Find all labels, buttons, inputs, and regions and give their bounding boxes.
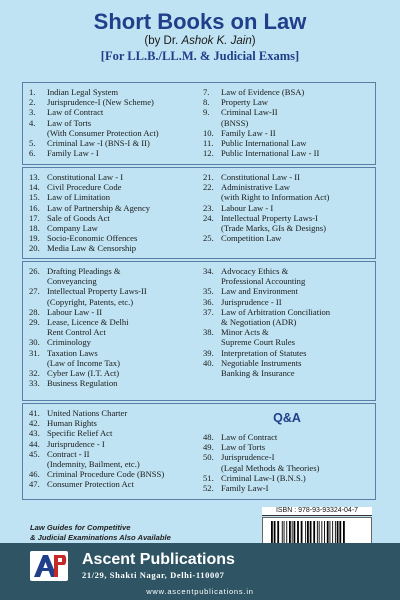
item-number: 44. (29, 438, 40, 449)
list-item (29, 459, 197, 469)
list-item (29, 286, 197, 296)
item-number: 21. (203, 172, 214, 182)
list-item (203, 483, 371, 493)
publisher-footer (0, 543, 400, 600)
item-title: (Legal Methods & Theories) (221, 462, 320, 473)
item-title: Drafting Pleadings & (47, 266, 121, 276)
item-number: 40. (203, 357, 214, 368)
item-number: 4. (29, 117, 36, 128)
list-item (29, 203, 197, 213)
item-number: 37. (203, 306, 214, 317)
item-number: 11. (203, 138, 214, 149)
isbn-label: ISBN : 978-93-93324-04-7 (262, 507, 372, 516)
list-item (29, 128, 197, 138)
list-item (203, 358, 371, 368)
item-title: Jurisprudence-I (New Scheme) (47, 97, 154, 108)
item-number (203, 337, 221, 347)
publisher-logo-icon (30, 551, 68, 581)
item-title: Supreme Court Rules (221, 337, 295, 348)
item-number: 35. (203, 286, 214, 297)
list-item (29, 378, 197, 388)
list-item (203, 266, 371, 276)
item-number: 41. (29, 408, 40, 418)
list-item (203, 148, 371, 158)
item-title: Constitutional Law - II (221, 172, 301, 182)
item-title: Taxation Laws (47, 347, 98, 358)
item-number: 47. (29, 479, 40, 490)
item-title: Indian Legal System (47, 87, 119, 97)
list-item (203, 172, 371, 182)
publisher-website[interactable]: www.ascentpublications.in (146, 587, 254, 596)
list-item (203, 286, 371, 296)
item-number: 48. (203, 432, 214, 442)
item-number: 12. (203, 148, 214, 159)
item-title: Family Law - II (221, 127, 276, 138)
list-item (29, 243, 197, 253)
item-title: Family Law-I (221, 483, 269, 494)
item-title: (Trade Marks, GIs & Designs) (221, 223, 326, 234)
item-number: 52. (203, 483, 214, 494)
item-number: 34. (203, 266, 214, 276)
item-number: 18. (29, 223, 40, 234)
item-number: 13. (29, 172, 40, 182)
item-title: Jurisprudence - I (47, 438, 105, 449)
item-title: Rent Control Act (47, 327, 106, 338)
list-item (29, 337, 197, 347)
exam-tag: [For LL.B./LL.M. & Judicial Exams] (100, 49, 300, 63)
item-number: 9. (203, 107, 210, 118)
item-number: 20. (29, 243, 40, 254)
item-number: 31. (29, 347, 40, 358)
item-title: Jurisprudence - II (221, 296, 282, 307)
item-title: Negotiable Instruments (221, 357, 302, 368)
list-item (29, 469, 197, 479)
item-number: 33. (29, 378, 40, 389)
item-title: Competition Law (221, 233, 282, 244)
list-item (29, 348, 197, 358)
item-title: (With Consumer Protection Act) (47, 127, 159, 138)
book-list-column-right (197, 266, 371, 388)
item-title: Conveyancing (47, 276, 97, 287)
item-title: Criminology (47, 337, 91, 348)
item-number: 5. (29, 138, 36, 149)
item-title: Law of Evidence (BSA) (221, 87, 305, 97)
list-item (29, 266, 197, 276)
list-item (29, 233, 197, 243)
book-list-column-left (29, 172, 197, 254)
item-number: 27. (29, 286, 40, 297)
list-item (203, 337, 371, 347)
list-item (203, 118, 371, 128)
item-title: (with Right to Information Act) (221, 192, 330, 203)
item-title: Law of Arbitration Conciliation (221, 306, 331, 317)
list-item (29, 276, 197, 286)
list-item (29, 223, 197, 233)
item-title: Criminal Law-I (B.N.S.) (221, 472, 306, 483)
item-number (29, 358, 47, 368)
book-list-column-left (29, 87, 197, 158)
item-number: 3. (29, 107, 36, 118)
item-number: 42. (29, 418, 40, 429)
list-item (203, 307, 371, 317)
item-number: 43. (29, 428, 40, 439)
item-number: 19. (29, 233, 40, 244)
book-header (0, 0, 400, 64)
list-item (29, 213, 197, 223)
item-title: Labour Law - I (221, 202, 274, 213)
item-title: Civil Procedure Code (47, 182, 122, 193)
author-name: Ashok K. Jain (181, 35, 252, 47)
item-title: Criminal Law-II (221, 107, 278, 118)
item-number: 50. (203, 452, 214, 463)
item-title: Family Law - I (47, 148, 99, 159)
list-item (29, 172, 197, 182)
item-number: 6. (29, 148, 36, 159)
item-title: & Negotiation (ADR) (221, 317, 297, 328)
item-number (203, 276, 221, 286)
item-title: Constitutional Law - I (47, 172, 124, 182)
item-title: Law of Torts (221, 442, 266, 453)
book-list-box-1 (22, 82, 376, 165)
item-number (203, 463, 221, 473)
item-title: Law of Limitation (47, 192, 111, 203)
book-list-column-left (29, 408, 197, 493)
item-number (29, 128, 47, 138)
item-title: Contract - II (47, 448, 90, 459)
list-item (203, 473, 371, 483)
list-item (203, 297, 371, 307)
item-number: 1. (29, 87, 36, 97)
item-number: 38. (203, 327, 214, 338)
item-number: 2. (29, 97, 36, 108)
book-list-column-right (203, 432, 371, 493)
list-item (203, 463, 371, 473)
item-title: Law of Torts (47, 117, 92, 128)
list-item (29, 439, 197, 449)
item-title: Public International Law (221, 138, 307, 149)
item-title: Professional Accounting (221, 276, 306, 287)
list-item (29, 358, 197, 368)
qa-heading: Q&A (273, 411, 301, 425)
list-item (203, 182, 371, 192)
list-item (29, 449, 197, 459)
list-item (203, 317, 371, 327)
item-number (203, 223, 221, 233)
book-list-box-4 (22, 403, 376, 500)
list-item (203, 107, 371, 117)
item-number (203, 118, 221, 128)
item-number (29, 327, 47, 337)
item-title: Cyber Law (I.T. Act) (47, 368, 120, 379)
list-item (29, 182, 197, 192)
list-item (203, 233, 371, 243)
list-item (203, 368, 371, 378)
item-number: 16. (29, 202, 40, 213)
item-number: 24. (203, 212, 214, 223)
list-item (29, 408, 197, 418)
list-item (203, 348, 371, 358)
item-title: Labour Law - II (47, 306, 103, 317)
list-item (203, 442, 371, 452)
publisher-address: 21/29, Shakti Nagar, Delhi-110007 (82, 570, 225, 580)
item-number (203, 368, 221, 378)
item-title: Minor Acts & (221, 327, 269, 338)
list-item (203, 223, 371, 233)
book-list-column-right (197, 172, 371, 254)
qa-column (197, 408, 371, 493)
item-number: 23. (203, 202, 214, 213)
author-byline (0, 34, 400, 48)
list-item (29, 428, 197, 438)
item-title: Criminal Law -I (BNS-I & II) (47, 138, 150, 149)
guides-line-1: Law Guides for Competitive (30, 523, 131, 532)
list-item (29, 317, 197, 327)
list-item (203, 138, 371, 148)
item-title: Specific Relief Act (47, 428, 113, 439)
book-list-column-left (29, 266, 197, 388)
item-title: Interpretation of Statutes (221, 347, 307, 358)
item-number: 49. (203, 442, 214, 453)
item-title: (Law of Income Tax) (47, 357, 120, 368)
list-item (29, 307, 197, 317)
list-item (203, 452, 371, 462)
list-item (203, 128, 371, 138)
item-number: 29. (29, 317, 40, 328)
page-title: Short Books on Law (93, 9, 307, 34)
item-number: 45. (29, 448, 40, 459)
item-title: Law and Environment (221, 286, 298, 297)
list-item (29, 138, 197, 148)
item-title: (Copyright, Patents, etc.) (47, 296, 134, 307)
item-number: 30. (29, 337, 40, 348)
item-number: 14. (29, 182, 40, 193)
list-item (203, 87, 371, 97)
list-item (29, 148, 197, 158)
item-title: United Nations Charter (47, 408, 128, 418)
list-item (29, 192, 197, 202)
list-item (203, 97, 371, 107)
item-title: Business Regulation (47, 378, 118, 389)
isbn-block (262, 507, 372, 516)
item-number: 36. (203, 296, 214, 307)
guides-note (30, 523, 171, 542)
list-item (29, 87, 197, 97)
item-title: Lease, Licence & Delhi (47, 317, 129, 328)
item-number: 22. (203, 182, 214, 193)
item-number: 46. (29, 469, 40, 480)
list-item (203, 327, 371, 337)
item-number: 15. (29, 192, 40, 203)
guides-line-2: & Judicial Examinations Also Available (30, 532, 171, 542)
item-title: Law of Partnership & Agency (47, 202, 151, 213)
byline-suffix: ) (251, 35, 256, 47)
list-item (29, 107, 197, 117)
book-list-box-2 (22, 167, 376, 259)
item-number: 28. (29, 306, 40, 317)
list-item (29, 479, 197, 489)
item-number: 39. (203, 347, 214, 358)
list-item (203, 203, 371, 213)
item-number: 25. (203, 233, 214, 244)
item-number: 10. (203, 127, 214, 138)
list-item (29, 418, 197, 428)
item-number (203, 317, 221, 327)
item-number: 17. (29, 212, 40, 223)
list-item (203, 192, 371, 202)
item-title: Company Law (47, 223, 98, 234)
item-title: (BNSS) (221, 117, 249, 128)
list-item (29, 97, 197, 107)
item-number (203, 192, 221, 202)
item-number (29, 297, 47, 307)
book-list-box-3 (22, 261, 376, 401)
item-number (29, 276, 47, 286)
list-item (29, 118, 197, 128)
item-number: 26. (29, 266, 40, 276)
list-item (203, 276, 371, 286)
list-item (29, 327, 197, 337)
item-number: 51. (203, 472, 214, 483)
item-number (29, 459, 47, 469)
list-item (203, 432, 371, 442)
item-title: Law of Contract (47, 107, 104, 118)
item-title: Jurisprudence-I (221, 452, 275, 463)
item-title: Sale of Goods Act (47, 212, 110, 223)
publisher-name: Ascent Publications (82, 551, 235, 568)
item-title: Administrative Law (221, 182, 290, 193)
item-title: Criminal Procedure Code (BNSS) (47, 469, 165, 480)
item-title: Socio-Economic Offences (47, 233, 138, 244)
list-item (29, 297, 197, 307)
item-title: Advocacy Ethics & (221, 266, 289, 276)
list-item (203, 213, 371, 223)
item-title: Consumer Protection Act (47, 479, 134, 490)
item-number: 8. (203, 97, 210, 108)
byline-prefix: (by Dr. (144, 35, 182, 47)
item-title: Banking & Insurance (221, 368, 295, 379)
item-title: Human Rights (47, 418, 97, 429)
item-number: 32. (29, 368, 40, 379)
item-title: Intellectual Property Laws-I (221, 212, 318, 223)
item-title: Intellectual Property Laws-II (47, 286, 147, 297)
item-number: 7. (203, 87, 210, 97)
list-item (29, 368, 197, 378)
item-title: Public International Law - II (221, 148, 320, 159)
book-list-column-right (197, 87, 371, 158)
item-title: Property Law (221, 97, 269, 108)
item-title: Law of Contract (221, 432, 278, 442)
item-title: Media Law & Censorship (47, 243, 137, 254)
item-title: (Indemnity, Bailment, etc.) (47, 459, 140, 470)
